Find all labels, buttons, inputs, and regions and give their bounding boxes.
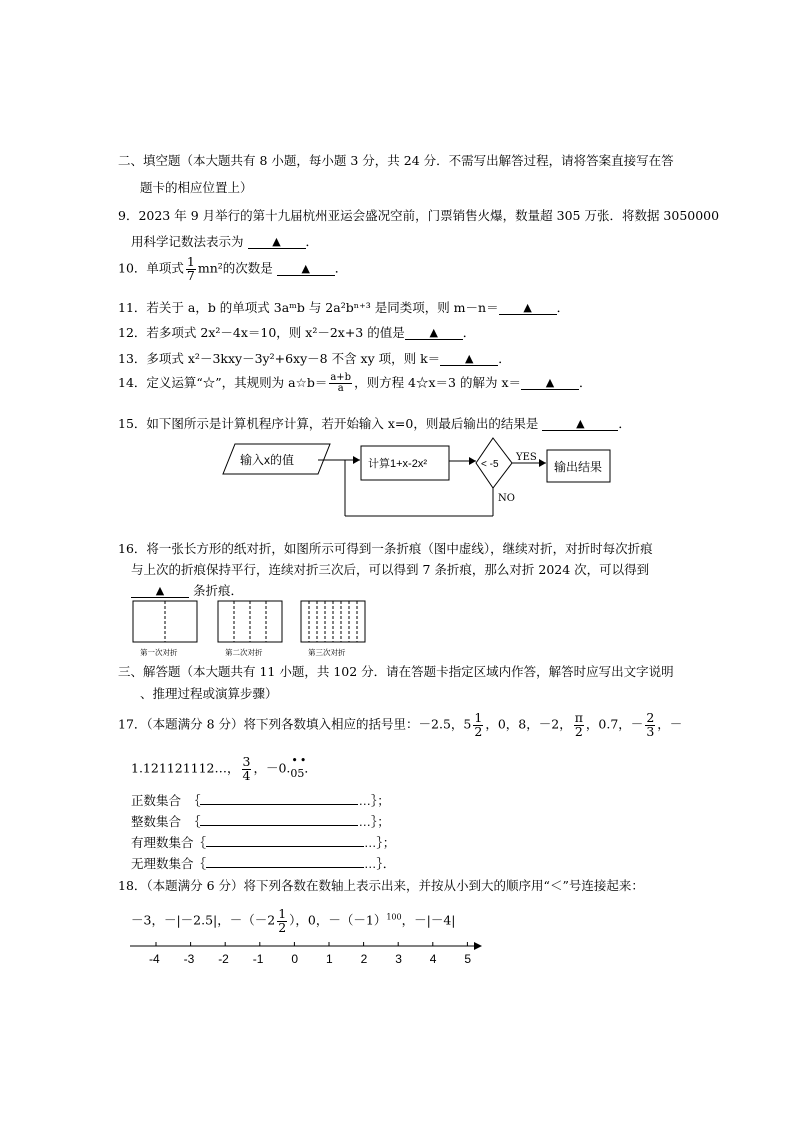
number-line-tick-label: 0: [291, 952, 299, 966]
q13: 13．多项式 x²－3kxy－3y²+6xy－8 不含 xy 项，则 k＝ ▲ ．: [118, 351, 511, 366]
section2-title-line2: 题卡的相应位置上）: [140, 180, 253, 195]
set-blank[interactable]: [200, 815, 358, 826]
set-blank[interactable]: [206, 836, 364, 847]
number-line-tick-label: 5: [464, 952, 472, 966]
section3-title-line2: 、推理过程或演算步骤）: [140, 686, 278, 701]
q16-line2: 与上次的折痕保持平行，连续对折三次后，可以得到 7 条折痕，那么对折 2024 次，可以得到: [131, 562, 650, 577]
fraction: $\frac{3}{4}$: [242, 754, 251, 783]
flow-output-label: 输出结果: [554, 460, 603, 474]
set-rational: 有理数集合｛ …｝；: [131, 836, 396, 850]
fraction: $\frac{2}{3}$: [646, 710, 655, 739]
answer-blank[interactable]: ▲: [542, 415, 618, 431]
number-line: [126, 940, 486, 952]
set-integer: 整数集合 ｛ …｝；: [131, 815, 390, 829]
answer-blank[interactable]: ▲: [248, 233, 306, 249]
set-blank[interactable]: [200, 794, 358, 805]
q9-line1: 9．2023 年 9 月举行的第十九届杭州亚运会盛况空前，门票销售火爆，数量超 305 万张．将数据 3050000: [118, 208, 720, 223]
answer-blank[interactable]: ▲: [521, 374, 579, 390]
section2-title-line1: 二、填空题（本大题共有 8 小题，每小题 3 分，共 24 分．不需写出解答过程，请将答案直接写在答: [118, 153, 674, 168]
section3-title-line1: 三、解答题（本大题共有 11 小题，共 102 分．请在答题卡指定区域内作答，解答时应写出文字说明: [118, 664, 674, 679]
fold-caption-3: 第三次对折: [308, 648, 346, 657]
set-positive: 正数集合 ｛ …｝；: [131, 794, 390, 808]
number-line-tick-label: -4: [149, 952, 160, 966]
flow-calc-label: 计算1+x-2x²: [368, 458, 427, 470]
flow-yes-label: YES: [516, 452, 537, 463]
set-irrational: 无理数集合｛ …｝．: [131, 857, 396, 871]
answer-blank[interactable]: ▲: [277, 260, 335, 276]
q16-line1: 16．将一张长方形的纸对折，如图所示可得到一条折痕（图中虚线），继续对折，对折时每次折痕: [118, 541, 653, 556]
number-line-tick-label: 2: [360, 952, 368, 966]
q12: 12．若多项式 2x²－4x＝10，则 x²－2x+3 的值是 ▲ ．: [118, 325, 476, 340]
fold-caption-2: 第二次对折: [225, 648, 263, 657]
fraction: $\frac{\pi}{2}$: [574, 710, 583, 739]
q16-line3: ▲ 条折痕．: [131, 581, 243, 599]
fold-caption-1: 第一次对折: [140, 648, 178, 657]
q11: 11．若关于 a，b 的单项式 3aᵐb 与 2a²bⁿ⁺³ 是同类项，则 m－n＝ ▲ ．: [118, 300, 570, 315]
q15: 15．如下图所示是计算机程序计算，若开始输入 x=0，则最后输出的结果是 ▲ ．: [118, 416, 631, 431]
fold-diagrams: [130, 600, 370, 658]
q17-line1: 17．（本题满分 8 分）将下列各数填入相应的括号里：－2.5，5 $\frac{1}{2}$ ，0，8，－2， $\frac{\pi}{2}$ ，0.7，－ $\frac{2}{3}$ ，－: [118, 710, 683, 739]
fraction: $\frac{1}{7}$: [186, 254, 195, 283]
q10: 10．单项式 $\frac{1}{7}$ mn²的次数是 ▲ ．: [118, 254, 348, 283]
answer-blank[interactable]: ▲: [131, 582, 189, 598]
flow-condition-label: < -5: [481, 459, 499, 470]
number-line-tick-label: -2: [218, 952, 229, 966]
flow-input-label: 输入x的值: [240, 453, 295, 467]
q17-line2: 1.121121112…， $\frac{3}{4}$ ，－0. •• 05．: [131, 753, 317, 783]
number-line-tick-label: 3: [395, 952, 402, 966]
answer-blank[interactable]: ▲: [405, 324, 463, 340]
flowchart: [220, 436, 620, 526]
q18-line1: 18．（本题满分 6 分）将下列各数在数轴上表示出来，并按从小到大的顺序用“＜”号连接起来：: [118, 878, 644, 893]
fraction: $\frac{a+b}{a}$: [330, 372, 352, 394]
number-line-tick-label: -3: [183, 952, 195, 966]
number-line-tick-label: 1: [326, 952, 333, 966]
q9-line2: 用科学记数法表示为 ▲ ．: [131, 234, 319, 249]
set-blank[interactable]: [206, 857, 364, 868]
number-line-tick-label: -1: [252, 952, 264, 966]
answer-blank[interactable]: ▲: [499, 299, 557, 315]
answer-blank[interactable]: ▲: [440, 350, 498, 366]
q14: 14．定义运算“☆”，其规则为 a☆b＝ $\frac{a+b}{a}$ ，则方程 4☆x＝3 的解为 x＝ ▲ ．: [118, 372, 592, 394]
fraction: $\frac{1}{2}$: [474, 710, 483, 739]
fraction: $\frac{1}{2}$: [278, 906, 287, 935]
flow-no-label: NO: [498, 493, 515, 504]
q18-numbers: －3，－|－2.5|，－（－2 $\frac{1}{2}$ ），0，$-(-1)^{100}$，－|－4|: [131, 906, 456, 935]
repeating-decimal: •• 05: [290, 753, 309, 780]
number-line-tick-label: 4: [429, 952, 437, 966]
